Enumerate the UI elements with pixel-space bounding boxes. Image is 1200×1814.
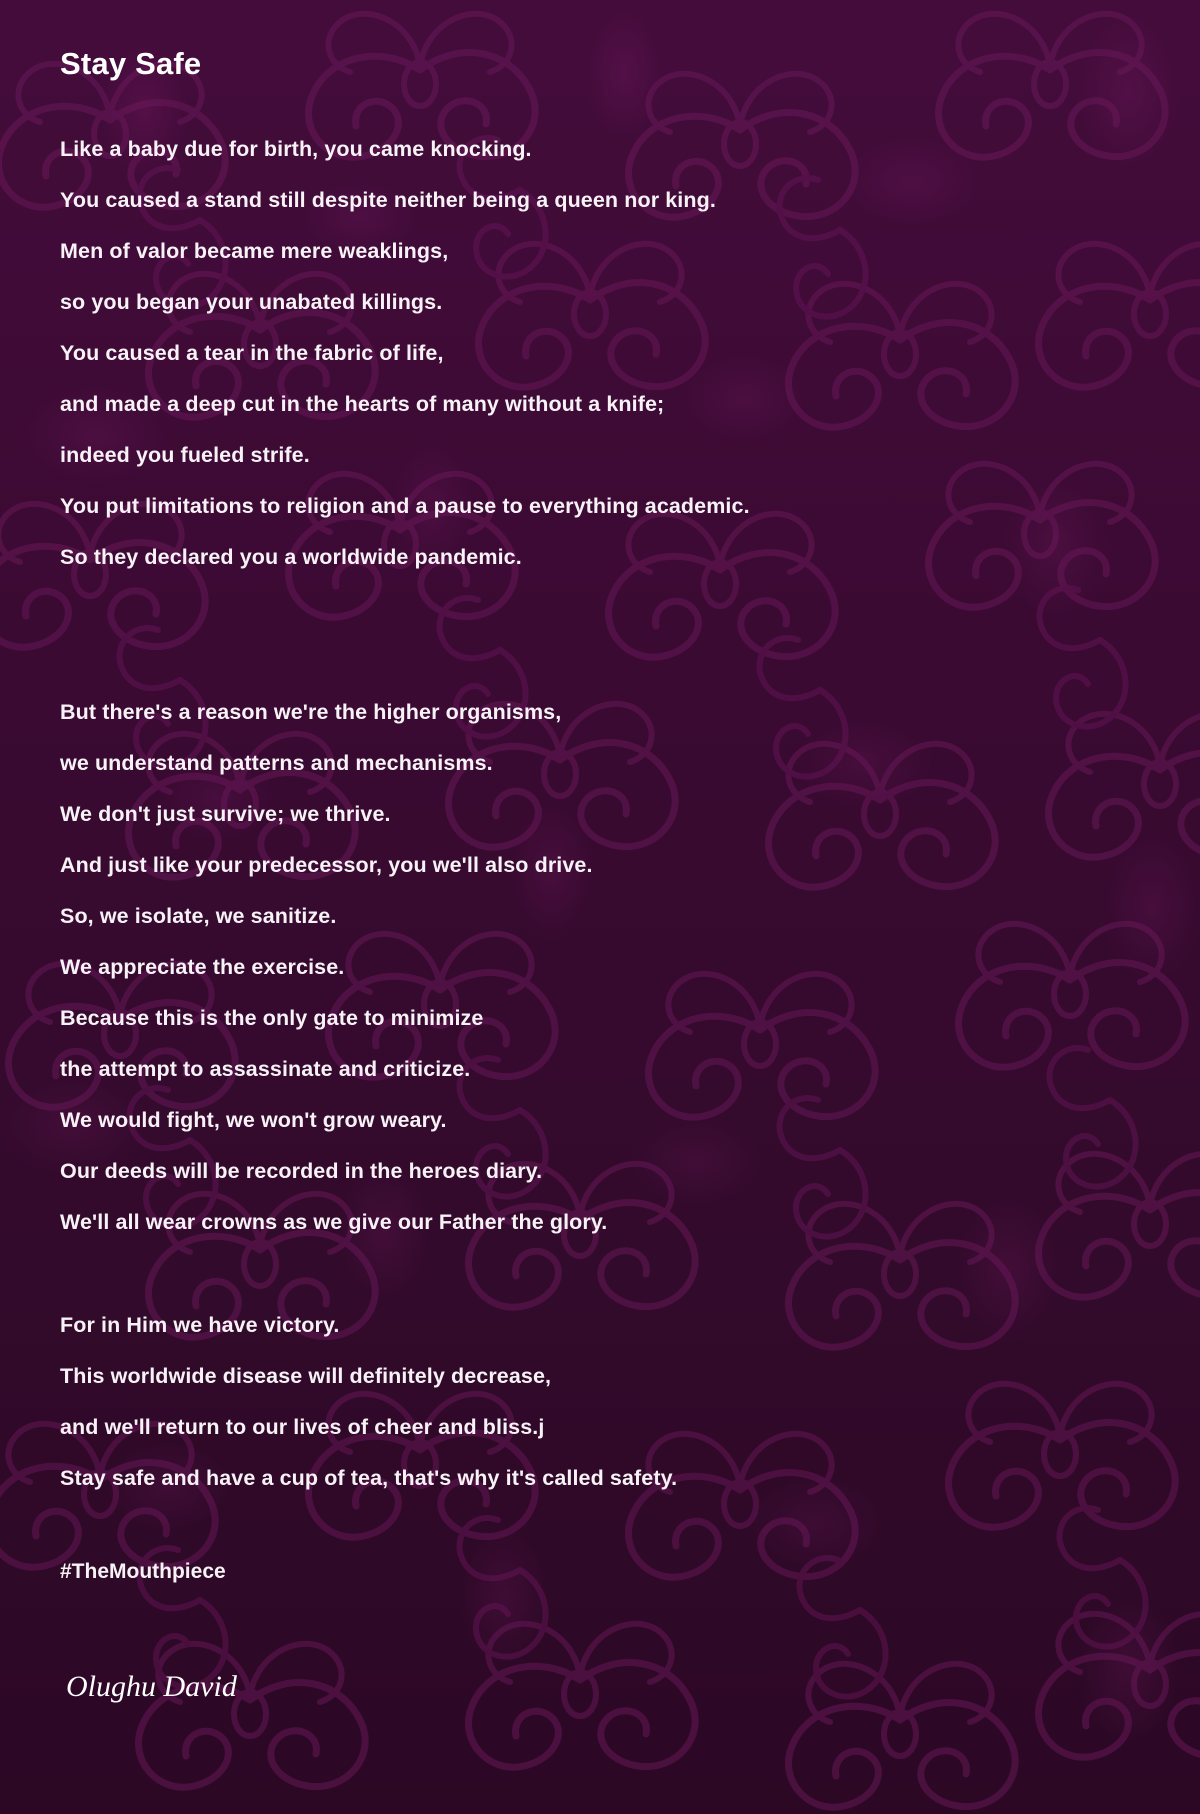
stanza-spacer [58, 1248, 1142, 1300]
stanza-1 [60, 124, 1142, 583]
page-title: Stay Safe [60, 46, 202, 81]
hashtag-line: #TheMouthpiece [60, 1560, 226, 1583]
poem-line: We'll all wear crowns as we give our Father the glory. [60, 1210, 608, 1234]
poem-line: And just like your predecessor, you we'll also drive. [60, 853, 593, 877]
poem-line: So, we isolate, we sanitize. [60, 904, 337, 928]
poem-line: We appreciate the exercise. [60, 955, 345, 979]
poem-line: Our deeds will be recorded in the heroes diary. [60, 1159, 543, 1183]
stanza-2 [60, 687, 1142, 1248]
poem-line: We don't just survive; we thrive. [60, 802, 391, 826]
poem-line: This worldwide disease will definitely decrease, [60, 1364, 552, 1388]
author-name: Olughu David [66, 1670, 237, 1703]
poem-line: Men of valor became mere weaklings, [60, 239, 449, 263]
poem-line: indeed you fueled strife. [60, 443, 310, 467]
poem-line: we understand patterns and mechanisms. [60, 751, 493, 775]
poem-line: and made a deep cut in the hearts of many without a knife; [60, 392, 665, 416]
poem-line: But there's a reason we're the higher organisms, [60, 700, 562, 724]
poem-line: You caused a stand still despite neither being a queen nor king. [60, 188, 716, 212]
poem-line: You caused a tear in the fabric of life, [60, 341, 444, 365]
poem-line: Stay safe and have a cup of tea, that's why it's called safety. [60, 1466, 678, 1490]
poem-line: the attempt to assassinate and criticize. [60, 1057, 471, 1081]
poem-line: Like a baby due for birth, you came knocking. [60, 137, 532, 161]
poem-line: so you began your unabated killings. [60, 290, 443, 314]
stanza-3 [60, 1300, 1142, 1504]
poem-line: We would fight, we won't grow weary. [60, 1108, 447, 1132]
stanza-spacer [58, 583, 1142, 687]
poem-line: For in Him we have victory. [60, 1313, 340, 1337]
poem-line: Because this is the only gate to minimize [60, 1006, 484, 1030]
poem-line: You put limitations to religion and a pause to everything academic. [60, 494, 750, 518]
poem-line: So they declared you a worldwide pandemic. [60, 545, 522, 569]
poem-line: and we'll return to our lives of cheer and bliss.j [60, 1415, 545, 1439]
